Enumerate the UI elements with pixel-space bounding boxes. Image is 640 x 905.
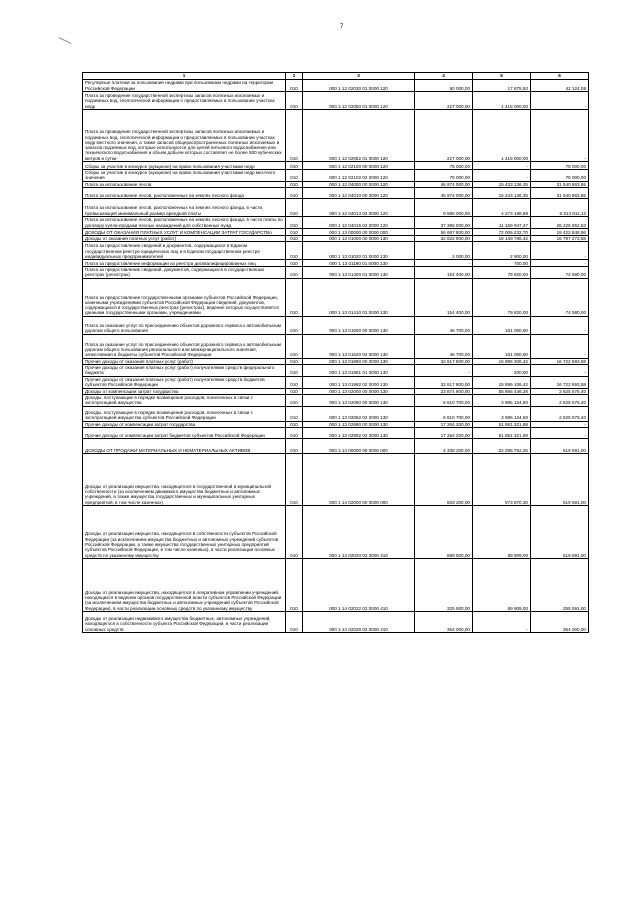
row-fact-cell: 22 295 752,25 — [473, 438, 531, 453]
table-row — [83, 187, 589, 198]
row-plan-cell: 17 264 200,00 — [415, 427, 473, 438]
row-code-cell: 010 — [286, 358, 303, 364]
row-code-cell: 010 — [286, 316, 303, 334]
table-row — [83, 235, 589, 241]
row-rest-cell: 5 314 811,12 — [531, 198, 589, 216]
row-fact-cell: 15 433 136,35 — [473, 187, 531, 198]
row-plan-cell: 32 822 900,00 — [415, 235, 473, 241]
row-plan-cell: 23 874 900,00 — [415, 388, 473, 394]
row-fact-cell: 1 415 000,00 — [473, 92, 531, 110]
row-rest-cell: 42 124,08 — [531, 80, 589, 92]
table-row — [83, 92, 589, 110]
row-rest-cell: 364 000,00 — [531, 611, 589, 632]
table-row — [83, 611, 589, 632]
row-rest-cell: 74 580,00 — [531, 267, 589, 279]
row-plan-cell: 227 000,00 — [415, 110, 473, 162]
row-kbk-cell: 000 1 13 02992 02 0000 130 — [303, 427, 415, 438]
row-rest-cell: 16 797 273,58 — [531, 235, 589, 241]
row-name-cell: ДОХОДЫ ОТ ОКАЗАНИЯ ПЛАТНЫХ УСЛУГ И КОМПЕНСАЦИИ ЗАТРАТ ГОСУДАРСТВА — [83, 228, 286, 235]
revenue-table — [82, 72, 589, 633]
row-rest-cell: - — [531, 334, 589, 358]
row-code-cell: 010 — [286, 242, 303, 260]
row-rest-cell: 255 591,00 — [531, 558, 589, 611]
row-rest-cell: - — [531, 365, 589, 377]
row-kbk-cell: 000 1 12 02030 01 0000 120 — [303, 80, 415, 92]
row-plan-cell: 46 974 000,00 — [415, 181, 473, 187]
table-row — [83, 376, 589, 388]
row-plan-cell: 60 000,00 — [415, 80, 473, 92]
column-header: 6 — [531, 73, 589, 80]
row-kbk-cell: 000 1 13 01020 01 0000 130 — [303, 242, 415, 260]
row-plan-cell: 48 700,00 — [415, 316, 473, 334]
row-code-cell: 010 — [286, 187, 303, 198]
table-row — [83, 438, 589, 453]
row-plan-cell: 75 000,00 — [415, 170, 473, 182]
row-name-cell: Плата за предоставление информации из реестра дисквалифицированных лиц — [83, 260, 286, 267]
row-fact-cell: 700,00 — [473, 260, 531, 267]
row-rest-cell: 619 591,00 — [531, 505, 589, 558]
row-code-cell: 010 — [286, 505, 303, 558]
row-code-cell: 010 — [286, 92, 303, 110]
table-header-row — [83, 73, 589, 80]
row-fact-cell: 15 895 106,42 — [473, 376, 531, 388]
row-plan-cell: 46 974 000,00 — [415, 187, 473, 198]
row-rest-cell: 31 540 863,65 — [531, 187, 589, 198]
table-row — [83, 388, 589, 394]
row-kbk-cell: 000 1 13 01190 01 0000 130 — [303, 260, 415, 267]
row-name-cell: Плата за проведение государственной экспертизы запасов полезных ископаемых и подземных вод, геологической информации о предоставляемых в пользование участках недр местного значения, а также запасов общераспространенных полезных ископаемых и запасов подземных вод, которые используются для целей питьевого водоснабжения или технического водоснабжения и объем добычи которых составляет не более 500 кубических метров в сутки — [83, 110, 286, 162]
row-rest-cell: 19 422 848,96 — [531, 228, 589, 235]
row-name-cell: Плата за проведение государственной экспертизы запасов полезных ископаемых и подземных вод, геологической информации о предоставляемых в пользование участках недр — [83, 92, 286, 110]
row-kbk-cell: 000 1 14 02022 02 0000 410 — [303, 558, 415, 611]
row-plan-cell: - — [415, 260, 473, 267]
row-fact-cell: 3 985 124,60 — [473, 394, 531, 406]
row-kbk-cell: 000 1 13 01991 01 0000 130 — [303, 365, 415, 377]
row-plan-cell: 325 500,00 — [415, 558, 473, 611]
row-code-cell: 010 — [286, 438, 303, 453]
row-rest-cell: 2 625 575,40 — [531, 394, 589, 406]
row-rest-cell: 74 580,00 — [531, 278, 589, 316]
row-plan-cell: 689 500,00 — [415, 505, 473, 558]
row-kbk-cell: 000 1 13 01000 00 0000 130 — [303, 235, 415, 241]
row-plan-cell: 32 617 800,00 — [415, 358, 473, 364]
table-row — [83, 334, 589, 358]
row-name-cell: Плата за оказание услуг по присоединению объектов дорожного сервиса к автомобильным дорогам общего пользования — [83, 316, 286, 334]
row-rest-cell: - — [531, 92, 589, 110]
row-rest-cell: 75 000,00 — [531, 162, 589, 170]
row-kbk-cell: 000 1 13 02000 00 0000 130 — [303, 388, 415, 394]
row-fact-cell: 4 273 188,88 — [473, 198, 531, 216]
row-fact-cell: 16 139 786,42 — [473, 235, 531, 241]
row-plan-cell: 227 000,00 — [415, 92, 473, 110]
row-kbk-cell: 000 1 12 02102 02 0000 120 — [303, 170, 415, 182]
row-code-cell: 010 — [286, 162, 303, 170]
row-plan-cell: 32 617 800,00 — [415, 376, 473, 388]
row-kbk-cell: 000 1 12 04015 02 0000 120 — [303, 216, 415, 228]
table-row — [83, 316, 589, 334]
row-kbk-cell: 000 1 13 01520 02 0000 130 — [303, 334, 415, 358]
row-code-cell: 010 — [286, 278, 303, 316]
table-row — [83, 365, 589, 377]
row-kbk-cell: 000 1 13 01400 01 0000 130 — [303, 267, 415, 279]
row-kbk-cell: 000 1 13 02990 00 0000 130 — [303, 421, 415, 427]
row-plan-cell: 154 400,00 — [415, 278, 473, 316]
row-rest-cell: - — [531, 316, 589, 334]
row-name-cell: Прочие доходы от оказания платных услуг (работ) — [83, 358, 286, 364]
row-plan-cell: 828 200,00 — [415, 453, 473, 505]
row-code-cell: 010 — [286, 611, 303, 632]
row-kbk-cell: 000 1 14 02020 02 0000 410 — [303, 505, 415, 558]
row-name-cell: Плата за предоставление сведений и документов, содержащихся в Едином государственном реестре юридических лиц и в Едином государственном реестре индивидуальных предпринимателей — [83, 242, 286, 260]
row-code-cell: 010 — [286, 110, 303, 162]
row-code-cell: 010 — [286, 388, 303, 394]
row-name-cell: Прочие доходы от оказания платных услуг (работ) получателями средств федерального бюджета — [83, 365, 286, 377]
row-rest-cell: - — [531, 427, 589, 438]
table-row — [83, 198, 589, 216]
row-fact-cell: 72 006 232,70 — [473, 228, 531, 235]
row-plan-cell: 9 588 000,00 — [415, 198, 473, 216]
row-name-cell: Сборы за участие в конкурсе (аукционе) на право пользования участками недр местного значения — [83, 170, 286, 182]
row-code-cell: 010 — [286, 181, 303, 187]
row-fact-cell: 51 881 321,68 — [473, 421, 531, 427]
row-code-cell: 010 — [286, 406, 303, 421]
row-name-cell: Доходы от реализации имущества, находящегося в государственной и муниципальной собственности (за исключением движимого имущества бюджетных и автономных учреждений, а также имущества государственных и муниципальных унитарных предприятий, в том числе казенных) — [83, 453, 286, 505]
row-kbk-cell: 000 1 12 02100 00 0000 120 — [303, 162, 415, 170]
row-rest-cell: 2 625 575,40 — [531, 406, 589, 421]
table-body — [83, 80, 589, 633]
row-fact-cell: 973 870,30 — [473, 453, 531, 505]
row-rest-cell: 16 722 693,58 — [531, 376, 589, 388]
row-plan-cell: 17 264 200,00 — [415, 421, 473, 427]
row-rest-cell: 619 591,00 — [531, 438, 589, 453]
table-row — [83, 505, 589, 558]
column-header: 3 — [303, 73, 415, 80]
table-row — [83, 216, 589, 228]
row-fact-cell: - — [473, 611, 531, 632]
row-name-cell: Прочие доходы от компенсации затрат бюджетов субъектов Российской Федерации — [83, 427, 286, 438]
row-kbk-cell: 000 1 12 02052 01 0000 120 — [303, 110, 415, 162]
row-kbk-cell: 000 1 13 01992 02 0000 130 — [303, 376, 415, 388]
row-name-cell: Доходы от реализации имущества, находящегося в оперативном управлении учреждений, находящихся в ведении органов государственной власти субъектов Российской Федерации (за исключением имущества бюджетных и автономных учреждений субъектов Российской Федерации), в части реализации основных средств по указанному имуществу — [83, 558, 286, 611]
row-name-cell: Плата за оказание услуг по присоединению объектов дорожного сервиса к автомобильным дорогам общего пользования регионального или межмуниципального значения, зачисляемая в бюджеты субъектов Российской Федерации — [83, 334, 286, 358]
row-fact-cell: 51 881 321,68 — [473, 427, 531, 438]
row-kbk-cell: 000 1 13 01410 01 0000 130 — [303, 278, 415, 316]
column-header: 1 — [83, 73, 286, 80]
row-name-cell: Доходы от оказания платных услуг (работ) — [83, 235, 286, 241]
row-fact-cell: 15 896 306,42 — [473, 358, 531, 364]
table-row — [83, 453, 589, 505]
row-kbk-cell: 000 1 13 01990 00 0000 130 — [303, 358, 415, 364]
row-fact-cell: 17 875,92 — [473, 80, 531, 92]
row-fact-cell: 69 909,00 — [473, 558, 531, 611]
row-name-cell: Доходы, поступающие в порядке возмещения расходов, понесенных в связи с эксплуатацией имущества — [83, 394, 286, 406]
row-fact-cell: 200,00 — [473, 365, 531, 377]
row-name-cell: Плата за предоставление государственными органами субъектов Российской Федерации, казенными учреждениями субъектов Российской Федерации сведений, документов, содержащихся в государственных реестрах (регистрах), ведение которых осуществляется данными государственными органами, учреждениями — [83, 278, 286, 316]
page-number: 7 — [340, 24, 344, 30]
column-header: 2 — [286, 73, 303, 80]
row-code-cell: 010 — [286, 260, 303, 267]
row-name-cell: Доходы от реализации недвижимого имущества бюджетных, автономных учреждений, находящегося в собственности субъекта Российской Федерации, в части реализации основных средств — [83, 611, 286, 632]
row-name-cell: Доходы от реализации имущества, находящегося в собственности субъектов Российской Федерации (за исключением имущества бюджетных и автономных учреждений субъектов Российской Федерации, а также имущества государственных унитарных предприятий субъектов Российской Федерации, в том числе казенных), в части реализации основных средств по указанному имуществу — [83, 505, 286, 558]
row-rest-cell: 16 722 693,58 — [531, 358, 589, 364]
row-code-cell: 010 — [286, 365, 303, 377]
row-rest-cell: 31 540 863,65 — [531, 181, 589, 187]
row-name-cell: Плата за предоставление сведений, документов, содержащихся в государственных реестрах (регистрах) — [83, 267, 286, 279]
row-name-cell: Сборы за участие в конкурсе (аукционе) на право пользования участками недр — [83, 162, 286, 170]
table-row — [83, 110, 589, 162]
table-row — [83, 162, 589, 170]
row-plan-cell: 6 610 700,00 — [415, 406, 473, 421]
table-row — [83, 260, 589, 267]
row-kbk-cell: 000 1 12 04010 00 0000 120 — [303, 187, 415, 198]
row-code-cell: 010 — [286, 421, 303, 427]
row-fact-cell: 1 415 000,00 — [473, 110, 531, 162]
row-plan-cell: 37 386 000,00 — [415, 216, 473, 228]
row-name-cell: Доходы от компенсации затрат государства — [83, 388, 286, 394]
row-fact-cell: 79 820,00 — [473, 267, 531, 279]
row-kbk-cell: 000 1 14 02000 00 0000 000 — [303, 453, 415, 505]
table-row — [83, 558, 589, 611]
table-row — [83, 278, 589, 316]
row-kbk-cell: 000 1 13 02062 02 0000 130 — [303, 406, 415, 421]
row-name-cell: Доходы, поступающие в порядке возмещения расходов, понесенных в связи с эксплуатацией имущества субъектов Российской Федерации — [83, 406, 286, 421]
row-plan-cell: 6 610 700,00 — [415, 394, 473, 406]
row-plan-cell: - — [415, 365, 473, 377]
row-name-cell: ДОХОДЫ ОТ ПРОДАЖИ МАТЕРИАЛЬНЫХ И НЕМАТЕРИАЛЬНЫХ АКТИВОВ — [83, 438, 286, 453]
table-row — [83, 358, 589, 364]
table-row — [83, 406, 589, 421]
row-code-cell: 010 — [286, 558, 303, 611]
row-code-cell: 010 — [286, 427, 303, 438]
row-code-cell: 010 — [286, 334, 303, 358]
row-plan-cell: 56 697 800,00 — [415, 228, 473, 235]
row-code-cell: 010 — [286, 216, 303, 228]
row-rest-cell: - — [531, 110, 589, 162]
row-fact-cell: 161 060,00 — [473, 316, 531, 334]
row-kbk-cell: 000 1 14 02026 02 0000 410 — [303, 611, 415, 632]
row-kbk-cell: 000 1 12 04000 00 0000 120 — [303, 181, 415, 187]
row-rest-cell: - — [531, 260, 589, 267]
table-row — [83, 228, 589, 235]
row-fact-cell: 55 866 446,28 — [473, 388, 531, 394]
table-row — [83, 242, 589, 260]
row-plan-cell: 2 000,00 — [415, 242, 473, 260]
column-header: 4 — [415, 73, 473, 80]
row-kbk-cell: 000 1 12 02050 01 0000 120 — [303, 92, 415, 110]
row-fact-cell: - — [473, 170, 531, 182]
row-fact-cell: 15 433 136,35 — [473, 181, 531, 187]
row-rest-cell: - — [531, 421, 589, 427]
table-row — [83, 170, 589, 182]
row-name-cell: Плата за использование лесов, расположенных на землях лесного фонда — [83, 187, 286, 198]
row-plan-cell: 154 400,00 — [415, 267, 473, 279]
row-rest-cell: 2 625 575,40 — [531, 388, 589, 394]
row-kbk-cell: 000 1 13 00000 00 0000 000 — [303, 228, 415, 235]
row-plan-cell: 364 000,00 — [415, 611, 473, 632]
row-plan-cell: 48 700,00 — [415, 334, 473, 358]
table-row — [83, 394, 589, 406]
row-fact-cell: - — [473, 162, 531, 170]
table-row — [83, 421, 589, 427]
row-fact-cell: 3 985 124,60 — [473, 406, 531, 421]
row-code-cell: 010 — [286, 228, 303, 235]
row-name-cell: Прочие доходы от компенсации затрат государства — [83, 421, 286, 427]
row-code-cell: 010 — [286, 235, 303, 241]
row-name-cell: Плата за использование лесов, расположенных на землях лесного фонда, в части платы по договору купли-продажи лесных насаждений для собственных нужд — [83, 216, 286, 228]
row-code-cell: 010 — [286, 80, 303, 92]
row-name-cell: Плата за использование лесов, расположенных на землях лесного фонда, в части, превышающей минимальный размер арендной платы — [83, 198, 286, 216]
row-code-cell: 010 — [286, 170, 303, 182]
table-row — [83, 267, 589, 279]
row-code-cell: 010 — [286, 198, 303, 216]
row-code-cell: 010 — [286, 394, 303, 406]
row-fact-cell: 69 909,00 — [473, 505, 531, 558]
row-rest-cell: 75 000,00 — [531, 170, 589, 182]
row-code-cell: 010 — [286, 376, 303, 388]
row-fact-cell: 79 820,00 — [473, 278, 531, 316]
row-name-cell: Плата за использование лесов — [83, 181, 286, 187]
column-header: 5 — [473, 73, 531, 80]
table-row — [83, 427, 589, 438]
scan-mark — [58, 37, 71, 44]
row-plan-cell: 4 338 200,00 — [415, 438, 473, 453]
row-fact-cell: 2 900,00 — [473, 242, 531, 260]
row-rest-cell: 619 591,00 — [531, 453, 589, 505]
row-rest-cell: 26 226 052,53 — [531, 216, 589, 228]
row-name-cell: Прочие доходы от оказания платных услуг (работ) получателями средств бюджетов субъектов Российской Федерации — [83, 376, 286, 388]
row-code-cell: 010 — [286, 453, 303, 505]
row-kbk-cell: 000 1 12 04014 02 0000 120 — [303, 198, 415, 216]
row-kbk-cell: 000 1 13 02060 00 0000 130 — [303, 394, 415, 406]
row-fact-cell: 161 060,00 — [473, 334, 531, 358]
row-rest-cell: - — [531, 242, 589, 260]
row-kbk-cell: 000 1 14 00000 00 0000 000 — [303, 438, 415, 453]
row-name-cell: Регулярные платежи за пользование недрами при пользовании недрами на территории Российской Федерации — [83, 80, 286, 92]
row-plan-cell: 75 000,00 — [415, 162, 473, 170]
row-kbk-cell: 000 1 13 01500 00 0000 130 — [303, 316, 415, 334]
row-code-cell: 010 — [286, 267, 303, 279]
row-fact-cell: 11 159 947,47 — [473, 216, 531, 228]
table-row — [83, 80, 589, 92]
